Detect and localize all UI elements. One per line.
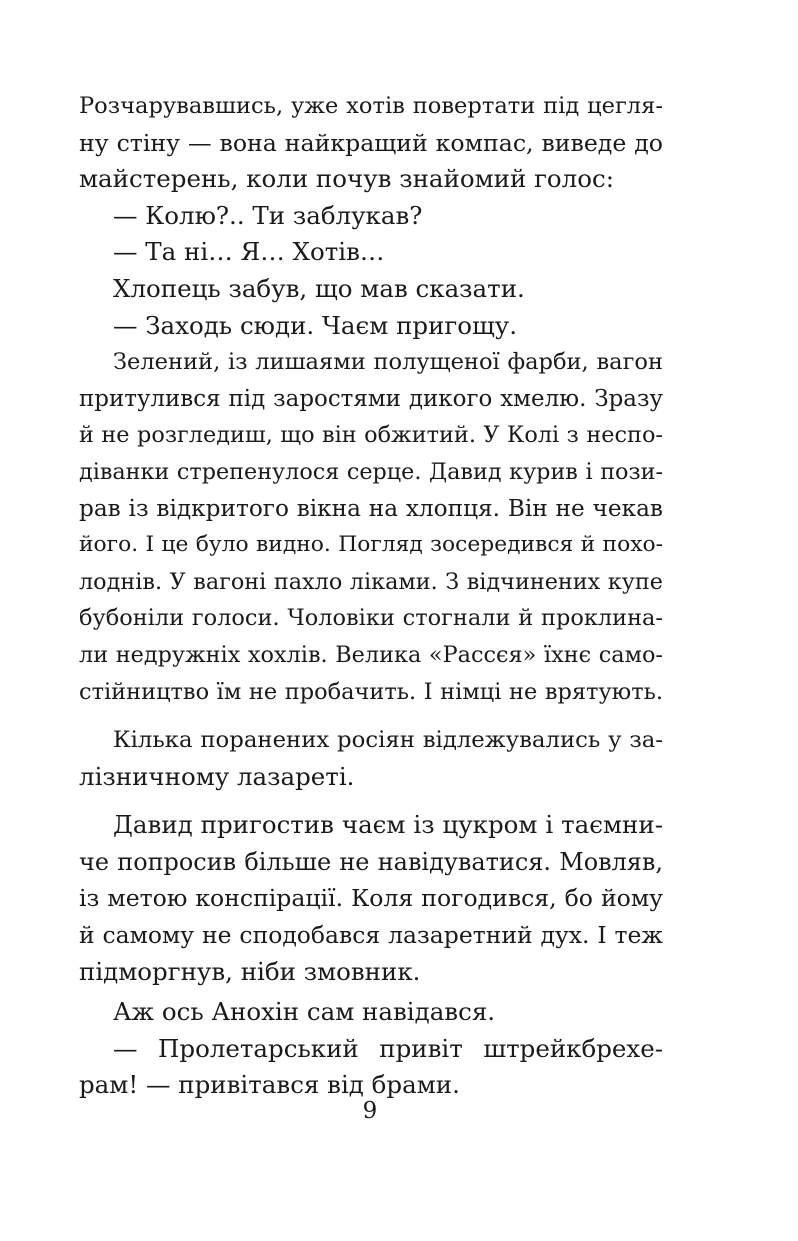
- body-text: [79, 88, 663, 1104]
- paragraph: [79, 344, 663, 710]
- text-line: че попросив більше не навідуватися. Мовляв,: [79, 847, 663, 876]
- text-line: — Заходь сюди. Чаєм пригощу.: [113, 310, 517, 340]
- text-line: рам! — привітався від брами.: [79, 1070, 460, 1100]
- paragraph: [79, 722, 663, 795]
- text-line: бубоніли голоси. Чоловіки стогнали й проклина-: [79, 605, 663, 632]
- text-line: його. І це було видно. Погляд зосередився й похо-: [79, 532, 663, 558]
- text-line: ли недружніх хохлів. Велика «Рассєя» їхнє само-: [79, 641, 663, 668]
- text-line: — Та ні… Я… Хотів…: [113, 237, 385, 267]
- paragraph: [79, 88, 663, 198]
- text-line: й самому не сподобався лазаретний дух. І теж: [79, 921, 663, 950]
- paragraph: [79, 1031, 663, 1104]
- text-line: й не розгледиш, що він обжитий. У Колі з неспо-: [79, 422, 663, 449]
- page-number: 9: [362, 1098, 378, 1124]
- text-line: стійництво їм не пробачить. І німці не врятують.: [79, 678, 663, 705]
- text-line: підморгнув, ніби змовник.: [79, 956, 421, 986]
- text-line: притулився під заростями дикого хмелю. Зразу: [79, 385, 663, 412]
- paragraph: [79, 807, 663, 990]
- text-line: із метою конспірації. Коля погодився, бо йому: [79, 884, 663, 913]
- text-line: Зелений, із лишаями полущеної фарби, вагон: [113, 349, 663, 376]
- paragraph: [79, 994, 663, 1031]
- paragraph: [79, 234, 663, 271]
- paragraph: [79, 198, 663, 235]
- text-line: Розчарувавшись, уже хотів повертати під цегля-: [79, 93, 663, 119]
- text-line: майстерень, коли почув знайомий голос:: [79, 164, 614, 194]
- paragraph: [79, 308, 663, 345]
- text-line: Хлопець забув, що мав сказати.: [113, 273, 525, 303]
- paragraph: [79, 271, 663, 308]
- text-line: Давид пригостив чаєм із цукром і таємни-: [113, 810, 663, 840]
- text-line: ну стіну — вона найкращий компас, виведе до: [79, 128, 663, 157]
- text-line: — Пролетарський привіт штрейкбрехе-: [113, 1033, 663, 1063]
- text-line: Аж ось Анохін сам навідався.: [113, 997, 496, 1027]
- text-line: рав із відкритого вікна на хлопця. Він не чекав: [79, 494, 663, 522]
- text-line: лоднів. У вагоні пахло ліками. З відчинених купе: [79, 568, 663, 595]
- text-line: — Колю?.. Ти заблукав?: [113, 200, 423, 230]
- text-line: діванки стрепенулося серце. Давид курив і пози-: [79, 458, 663, 485]
- text-line: Кілька поранених росіян відлежувались у за-: [113, 727, 663, 754]
- text-line: лізничному лазареті.: [79, 761, 355, 791]
